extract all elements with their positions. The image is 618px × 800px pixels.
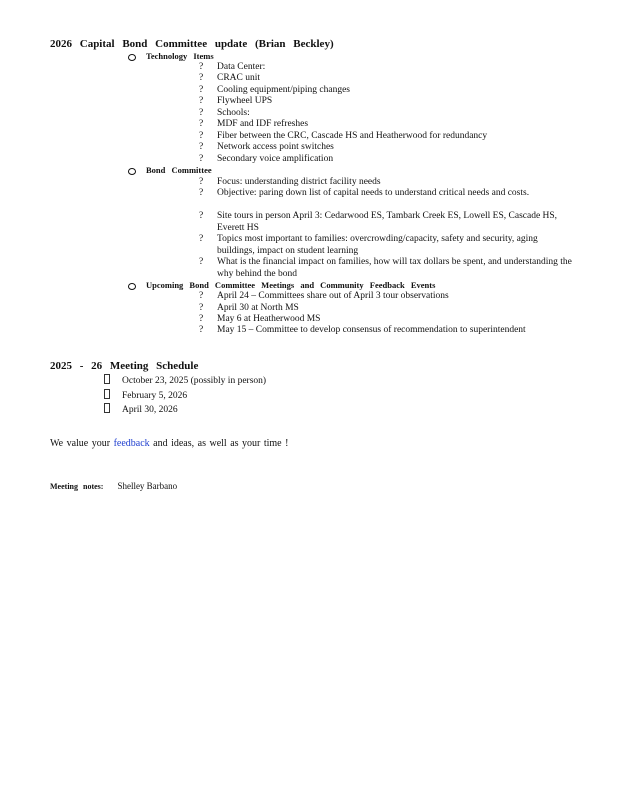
section-bond-committee bbox=[128, 165, 212, 175]
question-bullet-icon: ? bbox=[199, 62, 204, 72]
meeting-notes bbox=[50, 481, 177, 491]
question-bullet-icon: ? bbox=[199, 291, 204, 301]
question-bullet-icon: ? bbox=[199, 211, 204, 221]
section-technology bbox=[128, 51, 214, 61]
question-bullet-icon: ? bbox=[199, 325, 204, 335]
schedule-heading: 2025 - 26 Meeting Schedule bbox=[50, 360, 199, 372]
box-bullet-icon bbox=[104, 389, 110, 399]
section-label: Technology Items bbox=[146, 51, 214, 61]
question-bullet-icon: ? bbox=[199, 108, 204, 118]
question-bullet-icon: ? bbox=[199, 177, 204, 187]
question-bullet-icon: ? bbox=[199, 96, 204, 106]
question-bullet-icon: ? bbox=[199, 142, 204, 152]
circle-bullet-icon bbox=[128, 54, 136, 61]
update-heading: 2026 Capital Bond Committee update (Brian Beckley) bbox=[50, 38, 334, 50]
feedback-link[interactable]: feedback bbox=[113, 438, 150, 449]
question-bullet-icon: ? bbox=[199, 73, 204, 83]
question-bullet-icon: ? bbox=[199, 188, 204, 198]
schedule-item: April 30, 2026 bbox=[104, 403, 178, 415]
section-upcoming bbox=[128, 280, 435, 290]
meeting-notes-label: Meeting notes: bbox=[50, 482, 104, 491]
box-bullet-icon bbox=[104, 403, 110, 413]
circle-bullet-icon bbox=[128, 168, 136, 175]
question-bullet-icon: ? bbox=[199, 257, 204, 267]
schedule-item: October 23, 2025 (possibly in person) bbox=[104, 374, 266, 386]
meeting-notes-author: Shelley Barbano bbox=[117, 481, 178, 491]
question-bullet-icon: ? bbox=[199, 234, 204, 244]
question-bullet-icon: ? bbox=[199, 119, 204, 129]
section-label: Bond Committee bbox=[146, 165, 212, 175]
section-label: Upcoming Bond Committee Meetings and Community Feedback Events bbox=[146, 280, 436, 290]
feedback-note: We value your feedback and ideas, as well as your time ! bbox=[50, 438, 289, 449]
circle-bullet-icon bbox=[128, 283, 136, 290]
schedule-item: February 5, 2026 bbox=[104, 389, 187, 401]
question-bullet-icon: ? bbox=[199, 85, 204, 95]
question-bullet-icon: ? bbox=[199, 131, 204, 141]
question-bullet-icon: ? bbox=[199, 314, 204, 324]
box-bullet-icon bbox=[104, 374, 110, 384]
question-bullet-icon: ? bbox=[199, 303, 204, 313]
question-bullet-icon: ? bbox=[199, 154, 204, 164]
document-page: 2026 Capital Bond Committee update (Brian Beckley) Technology Items ? Data Center: ? CRAC unit ? Cooling equipment/piping changes ? Flywheel UPS ? Schools: ? MDF and IDF refreshes ? Fiber between the CRC, Cascade HS and Heatherwood for redundancy ? Network access point switches ? Secondary voice amplification Bond Committee ? Focus: understanding district facility needs ? Objective: paring down list of capital needs to understand critical needs and costs. ? Site tours in person April 3: Cedarwood ES, Tambark Creek ES, Lowell ES, Cascade HS, Everett HS ? Topics most important to families: overcrowding/capacity, safety and security, aging buildings, impact on student learning ? What is the financial impact on families, how will tax dollars be spent, and understanding the why behind the bond Upcoming Bond Committee Meetings and Community Feedback Events ? April 24 – Committees share out of April 3 tour observations ? April 30 at North MS ? May 6 at Heatherwood MS ? May 15 – Committee to develop consensus of recommendation to superintendent 2025 - 26 Meeting Schedule October 23, 2025 (possibly in person) February 5, 2026 April 30, 2026 We value your feedback and ideas, as well as your time ! Meeting notes: Shelley Barbano bbox=[50, 38, 572, 491]
